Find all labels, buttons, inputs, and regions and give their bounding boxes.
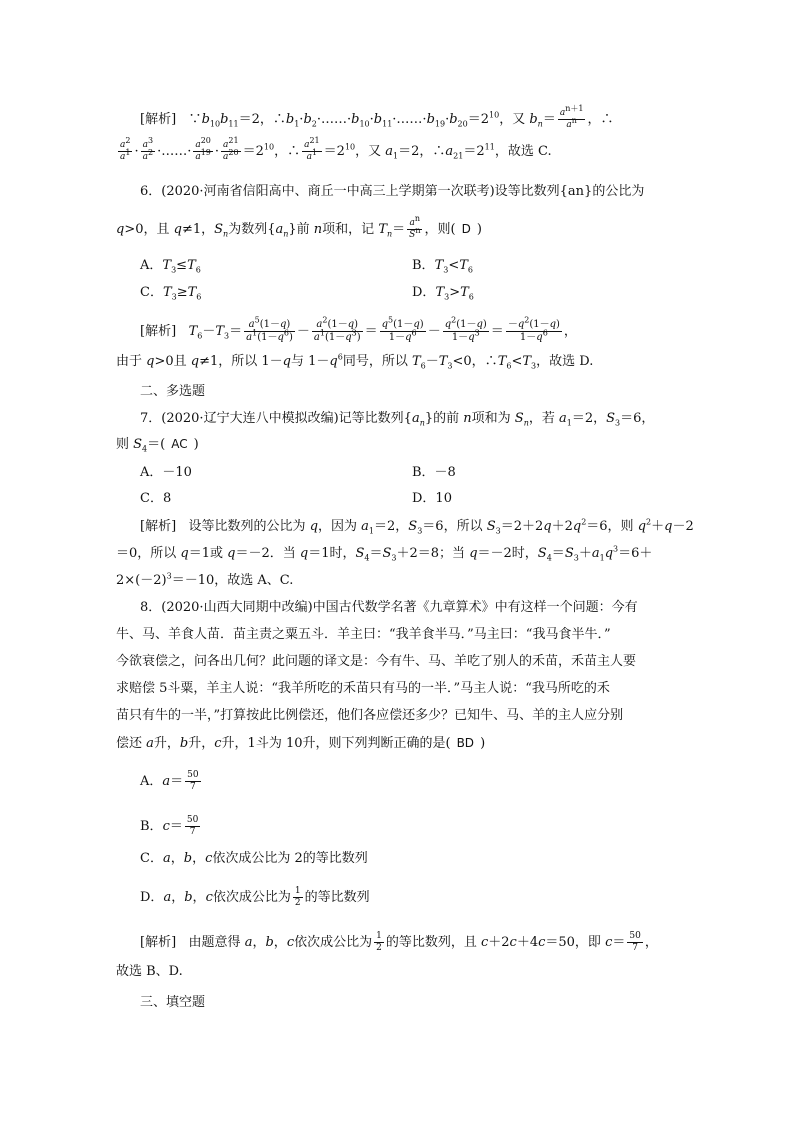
q6-analysis-line2: 由于 q>0且 q≠1，所以 1－q与 $1-q^6$同号，所以 $T_6-T_3<0$，$\therefore T_6<T_3$，故选 D. — [116, 352, 594, 371]
q7-option-d: D．10 — [412, 491, 452, 506]
q6-option-b: B．$T_3<T_6$ — [412, 258, 473, 275]
q5-analysis-line1: [解析] $\because b_{10}b_{11}=2$，$\therefore b_1\cdot b_2\cdot\dots\dots\cdot b_{10}\cdot b_{11}\cdot\dots\dots\cdot b_{19}\cdot b_{20}=2^{10}$，又 $b_n=$ $\frac{a^{n+1}}{a^n}$ ，∴ — [140, 104, 614, 130]
question-number: 7． — [140, 411, 162, 426]
q7-stem-line2: 则 $S_4=$( AC ) — [116, 437, 199, 454]
q7-analysis-line3: $2\times(-2)^3=-10$，故选 A、C. — [116, 571, 294, 588]
question-source: (2020·山西大同期中改编) — [161, 600, 313, 615]
q7-option-c: C．8 — [140, 491, 172, 506]
q6-stem-line1 — [140, 184, 644, 200]
q7-analysis-line2: ＝0，所以 q＝1或 q＝－2．当 q＝1时，$S_4=S_3+2=8$；当 q＝－2时，$S_4=S_3+a_1q^3=6+$ — [116, 544, 653, 563]
q8-stem-line3: 今欲衰偿之，问各出几何？此问题的译文是：今有牛、马、羊吃了别人的禾苗，禾苗主人要 — [116, 654, 637, 669]
q8-analysis-line2: 故选 B、D. — [116, 964, 183, 979]
q6-analysis-line1: [解析] $T_6-T_3=$ $\frac{a^5(1-q)}{a^1(1-q^6)}$ － $\frac{a^2(1-q)}{a^1(1-q^3)}$ ＝ $\frac{q^5(1-q)}{1-q^6}$ － $\frac{q^2(1-q)}{1-q^3}$ ＝ $\frac{-q^2(1-q)}{1-q^6}$ ， — [140, 315, 577, 343]
answer: D — [461, 222, 471, 236]
question-source: (2020·辽宁大连八中模拟改编) — [161, 411, 339, 426]
q8-option-d: D．a，b，c依次成公比为 $\frac{1}{2}$ 的等比数列 — [140, 886, 370, 908]
q6-stem-line2: q>0，且 q≠1，$S_n$为数列$\{a_n\}$前 n项和，记 $T_n=$ $\frac{a^n}{S^n}$ ，则( D ) — [116, 214, 482, 240]
section-heading-fill-blank: 三、填空题 — [140, 995, 206, 1010]
q8-option-a: A．a＝ $\frac{50}{7}$ — [140, 770, 199, 792]
question-stem: 设等比数列{an}的公比为 — [494, 184, 645, 199]
q8-stem-line5: 苗只有牛的一半，”打算按此比例偿还，他们各应偿还多少？已知牛、马、羊的主人应分别 — [116, 708, 624, 723]
q7-option-a: A．－10 — [140, 465, 192, 480]
q6-option-c: C．$T_3\ge T_6$ — [140, 285, 202, 302]
analysis-label: [解析] — [140, 519, 177, 534]
analysis-label: [解析] — [140, 112, 177, 127]
q8-analysis-line1: [解析] 由题意得 a，b，c依次成公比为 $\frac{1}{2}$ 的等比数列，且 c＋2c＋4c＝50，即 c＝ $\frac{50}{7}$ ， — [140, 931, 658, 953]
q8-stem-line1 — [140, 600, 638, 616]
q8-stem-line2: 牛、马、羊食人苗．苗主责之粟五斗．羊主曰：“我羊食半马．”马主曰：“我马食半牛．” — [116, 627, 611, 642]
question-number: 6． — [140, 184, 162, 199]
analysis-label: [解析] — [140, 935, 177, 950]
q7-stem-line1: 7．(2020·辽宁大连八中模拟改编)记等比数列$\{a_n\}$的前 n项和为 $S_n$，若 $a_1=2$，$S_3=6$， — [140, 411, 655, 428]
q8-option-c: C．a，b，c依次成公比为 2的等比数列 — [140, 851, 368, 866]
q6-option-d: D．$T_3>T_6$ — [412, 285, 474, 302]
q8-stem-line6: 偿还 a升，b升，c升，1斗为 10升，则下列判断正确的是( BD ) — [116, 736, 486, 751]
answer: AC — [171, 437, 188, 451]
question-source: (2020·河南省信阳高中、商丘一中高三上学期第一次联考) — [161, 184, 495, 199]
question-number: 8． — [140, 600, 162, 615]
question-stem: 中国古代数学名著《九章算术》中有这样一个问题：今有 — [312, 600, 638, 615]
answer: BD — [456, 736, 475, 750]
q7-analysis-line1: [解析] 设等比数列的公比为 q，因为 $a_1=2$，$S_3=6$，所以 $S_3=2+2q+2q^2=6$，则 $q^2+q-2$ — [140, 517, 694, 536]
q7-option-b: B．－8 — [412, 465, 456, 480]
q8-option-b: B．c＝ $\frac{50}{7}$ — [140, 815, 199, 837]
q6-option-a: A．$T_3\le T_6$ — [140, 258, 201, 275]
section-heading-multi-choice: 二、多选题 — [140, 384, 206, 399]
analysis-label: [解析] — [140, 324, 177, 339]
q5-analysis-line2: $\frac{a^2}{a^1}$ · $\frac{a^3}{a^2}$ ·……· $\frac{a^{20}}{a^{19}}$ · $\frac{a^{21}}{a^{20}}$ $=2^{10}$，∴ $\frac{a^{21}}{a^1}$ $=2^{10}$，又 $a_1=2$，$\therefore a_{21}=2^{11}$，故选 C. — [120, 136, 552, 162]
q8-stem-line4: 求赔偿 5斗粟，羊主人说：“我羊所吃的禾苗只有马的一半．”马主人说：“我马所吃的禾 — [116, 681, 610, 696]
